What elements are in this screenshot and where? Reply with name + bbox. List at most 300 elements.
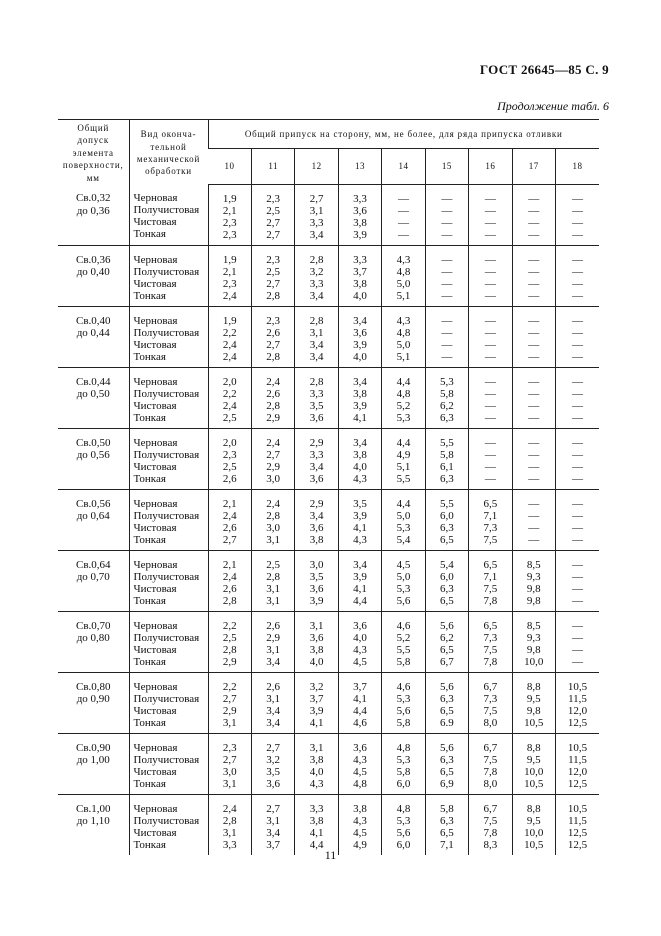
allowance-cell: [512, 184, 555, 245]
allowance-value: 6,5: [440, 765, 454, 778]
allowance-value: 2,8: [309, 314, 324, 327]
allowance-value: 3,6: [309, 411, 324, 424]
allowance-value: 3,5: [309, 570, 324, 583]
allowance-value: 6,2: [440, 631, 454, 644]
allowance-value: 5,2: [396, 399, 411, 412]
tolerance-line: до 0,90: [76, 693, 110, 706]
tolerance-line: Св.0,50: [75, 436, 111, 449]
allowance-value: 6,1: [440, 460, 454, 473]
allowance-cell: [338, 733, 381, 794]
allowance-value: 5,6: [396, 594, 411, 607]
allowance-cell: [382, 306, 425, 367]
allowance-value: —: [528, 326, 540, 339]
allowance-cell: [251, 550, 294, 611]
allowance-cell: [251, 306, 294, 367]
allowance-value: 2,8: [222, 643, 237, 656]
machining-kind: Чистовая: [133, 521, 177, 534]
allowance-value: 5,5: [396, 643, 411, 656]
allowance-value: 3,7: [309, 692, 324, 705]
series-header: 15: [425, 149, 468, 185]
allowance-value: —: [441, 289, 453, 302]
allowance-value: 7,8: [483, 826, 498, 839]
allowance-value: —: [484, 375, 496, 388]
allowance-value: 3,1: [309, 619, 324, 632]
allowance-value: 7,5: [483, 753, 498, 766]
allowance-value: 2,6: [266, 387, 281, 400]
table-row: [58, 611, 599, 672]
allowance-value: 9,8: [526, 704, 541, 717]
allowance-value: —: [484, 387, 496, 400]
allowance-value: 10,0: [524, 765, 544, 778]
allowance-value: 3,4: [353, 314, 367, 327]
allowance-cell: [295, 550, 338, 611]
allowance-value: —: [528, 253, 540, 266]
allowance-cell: [208, 184, 251, 245]
allowance-cell: [251, 489, 294, 550]
allowance-value: —: [528, 314, 540, 327]
allowance-value: 3,4: [266, 826, 281, 839]
allowance-value: —: [441, 350, 453, 363]
allowance-value: —: [528, 436, 540, 449]
allowance-value: 5,8: [396, 655, 411, 668]
allowance-value: 4,3: [353, 814, 367, 827]
allowance-value: 2,3: [222, 448, 237, 461]
allowance-value: 4,0: [309, 655, 324, 668]
allowance-value: —: [528, 448, 540, 461]
allowance-value: 4,0: [353, 631, 367, 644]
machining-kind: Получистовая: [133, 753, 200, 766]
allowance-value: 3,1: [266, 692, 281, 705]
allowance-value: 4,4: [396, 436, 411, 449]
allowance-value: 2,1: [222, 497, 237, 510]
machining-kind: Получистовая: [133, 448, 200, 461]
tolerance-line: до 0,70: [76, 571, 110, 584]
allowance-value: 2,5: [222, 460, 237, 473]
tolerance-line: Св.1,00: [75, 802, 111, 815]
allowance-value: 3,5: [266, 765, 281, 778]
allowance-value: —: [397, 216, 409, 229]
allowance-value: 4,5: [353, 765, 367, 778]
allowance-value: 5,5: [440, 436, 454, 449]
allowance-cell: [469, 245, 512, 306]
allowance-value: 7,3: [483, 631, 498, 644]
tolerance-cell: [58, 611, 129, 672]
allowance-value: 8,8: [526, 680, 541, 693]
allowance-value: 2,7: [266, 277, 281, 290]
allowance-value: 2,3: [222, 216, 237, 229]
allowance-value: 3,4: [353, 375, 367, 388]
allowance-value: 2,9: [309, 436, 324, 449]
machining-kind: Тонкая: [133, 472, 166, 485]
machining-kind: Чистовая: [133, 460, 177, 473]
machining-kind: Черновая: [133, 558, 178, 571]
table-row: [58, 733, 599, 794]
machining-kind: Тонкая: [133, 411, 166, 424]
tolerance-line: Св.0,32: [75, 192, 111, 205]
allowance-value: —: [572, 436, 584, 449]
allowance-value: 2,3: [222, 228, 237, 241]
allowance-value: 5,8: [440, 448, 454, 461]
allowance-value: 4,4: [353, 704, 367, 717]
allowance-cell: [382, 367, 425, 428]
allowance-cell: [208, 794, 251, 855]
allowance-value: 3,4: [309, 228, 324, 241]
allowance-value: 5,0: [396, 277, 411, 290]
allowance-value: 4,3: [396, 314, 411, 327]
allowance-cell: [425, 672, 468, 733]
allowance-value: 3,8: [353, 448, 367, 461]
machining-kind: Черновая: [133, 741, 178, 754]
allowance-value: 2,2: [222, 680, 237, 693]
allowance-value: —: [572, 558, 584, 571]
allowance-value: 3,8: [353, 216, 367, 229]
header-line: обработки: [145, 166, 192, 177]
machining-kind: Тонкая: [133, 228, 166, 241]
allowance-value: 4,0: [309, 765, 324, 778]
allowance-cell: [469, 794, 512, 855]
machining-kind: Тонкая: [133, 716, 166, 729]
allowance-value: 3,4: [353, 558, 367, 571]
allowance-value: 3,3: [309, 448, 324, 461]
allowance-value: 3,4: [266, 704, 281, 717]
allowance-value: 5,1: [396, 460, 411, 473]
machining-kind: Чистовая: [133, 826, 177, 839]
allowance-cell: [295, 245, 338, 306]
allowance-cell: [512, 428, 555, 489]
allowance-value: 3,1: [222, 826, 237, 839]
machining-kinds-cell: [129, 245, 208, 306]
series-header: 17: [512, 149, 555, 185]
allowance-value: —: [484, 399, 496, 412]
tolerance-cell: [58, 306, 129, 367]
machining-kinds-cell: [129, 794, 208, 855]
tolerance-line: до 0,36: [76, 204, 110, 217]
tolerance-cell: [58, 367, 129, 428]
allowance-value: 3,4: [309, 338, 324, 351]
allowance-value: —: [572, 338, 584, 351]
allowance-value: 5,1: [396, 289, 411, 302]
series-header: 16: [469, 149, 512, 185]
allowance-value: —: [528, 204, 540, 217]
allowance-value: 6,2: [440, 399, 454, 412]
allowance-value: 2,8: [266, 570, 281, 583]
allowance-value: —: [441, 338, 453, 351]
allowance-value: 8,5: [526, 619, 541, 632]
allowance-value: 10,5: [567, 741, 588, 754]
allowance-cell: [469, 367, 512, 428]
allowance-cell: [556, 428, 600, 489]
allowance-value: 5,0: [396, 509, 411, 522]
allowance-value: 3,3: [309, 216, 324, 229]
allowance-value: 10,5: [524, 838, 544, 851]
allowance-cell: [469, 306, 512, 367]
allowance-cell: [338, 306, 381, 367]
allowance-value: 3,0: [222, 765, 237, 778]
allowance-value: 8,0: [483, 716, 498, 729]
allowance-value: —: [441, 265, 453, 278]
allowance-value: 4,4: [309, 838, 324, 851]
allowance-value: —: [572, 411, 584, 424]
allowance-value: 7,8: [483, 594, 498, 607]
allowance-value: 3,9: [353, 338, 367, 351]
allowance-value: 2,4: [266, 375, 281, 388]
allowance-value: 3,6: [353, 326, 367, 339]
machining-kind: Черновая: [133, 680, 178, 693]
allowance-value: 9,3: [526, 570, 541, 583]
machining-kind: Чистовая: [133, 582, 177, 595]
allowance-value: 6,0: [440, 570, 454, 583]
allowance-value: 6,7: [440, 655, 454, 668]
allowance-value: 4,1: [353, 582, 367, 595]
allowance-cell: [512, 306, 555, 367]
allowance-value: —: [484, 204, 496, 217]
allowance-value: —: [441, 228, 453, 241]
machining-kind: Получистовая: [133, 631, 200, 644]
allowance-value: 1,9: [222, 314, 237, 327]
allowance-value: 4,3: [353, 533, 367, 546]
allowance-value: 5,5: [396, 472, 411, 485]
machining-kinds-cell: [129, 306, 208, 367]
tolerance-cell: [58, 733, 129, 794]
allowance-cell: [295, 794, 338, 855]
tolerance-line: до 1,10: [76, 815, 110, 828]
machining-kind: Получистовая: [133, 204, 200, 217]
allowance-value: —: [528, 350, 540, 363]
allowance-value: 2,5: [266, 558, 281, 571]
allowance-value: 5,8: [440, 802, 454, 815]
header-machining-kind: [129, 120, 208, 185]
tolerance-line: Св.0,44: [75, 375, 111, 388]
allowance-value: —: [572, 472, 584, 485]
allowance-cell: [469, 428, 512, 489]
allowance-value: 4,4: [353, 594, 367, 607]
allowance-value: 5,3: [396, 753, 411, 766]
allowance-value: 6,3: [440, 411, 454, 424]
table-row: [58, 794, 599, 855]
allowance-value: —: [572, 643, 584, 656]
allowance-value: —: [484, 265, 496, 278]
allowance-value: 3,6: [309, 631, 324, 644]
allowance-value: —: [484, 411, 496, 424]
allowance-value: 2,6: [266, 680, 281, 693]
allowance-value: 6,3: [440, 582, 454, 595]
allowance-cell: [251, 184, 294, 245]
allowance-value: —: [528, 375, 540, 388]
allowance-value: 4,0: [353, 460, 367, 473]
allowance-value: 4,5: [396, 558, 411, 571]
allowance-value: 11,5: [568, 692, 587, 705]
allowance-value: 2,4: [222, 399, 237, 412]
machining-kind: Тонкая: [133, 289, 166, 302]
allowance-value: 4,4: [396, 375, 411, 388]
allowance-value: 3,6: [353, 204, 367, 217]
allowance-value: 2,1: [222, 265, 237, 278]
allowance-cell: [512, 672, 555, 733]
machining-kind: Чистовая: [133, 338, 177, 351]
allowance-value: 2,0: [222, 375, 237, 388]
allowance-value: —: [528, 216, 540, 229]
allowance-value: 11,5: [568, 814, 587, 827]
allowance-value: 6,5: [483, 558, 498, 571]
allowance-value: 2,8: [222, 594, 237, 607]
allowance-value: —: [572, 350, 584, 363]
allowance-value: 6,3: [440, 692, 454, 705]
allowance-value: 2,8: [266, 289, 281, 302]
allowance-value: —: [572, 314, 584, 327]
allowance-value: 3,4: [309, 460, 324, 473]
allowance-value: 3,1: [222, 777, 237, 790]
allowance-cell: [338, 611, 381, 672]
allowance-value: 4,9: [353, 838, 367, 851]
table-row: [58, 367, 599, 428]
allowance-value: —: [484, 289, 496, 302]
allowance-cell: [295, 611, 338, 672]
allowance-cell: [295, 367, 338, 428]
allowance-value: 2,6: [266, 326, 281, 339]
allowance-value: 3,6: [353, 741, 367, 754]
allowance-cell: [556, 672, 600, 733]
allowance-value: 3,4: [266, 716, 281, 729]
allowance-cell: [251, 245, 294, 306]
allowance-value: 5,1: [396, 350, 411, 363]
allowance-cell: [556, 245, 600, 306]
allowance-value: 7,8: [483, 655, 498, 668]
allowance-value: 5,3: [396, 521, 411, 534]
allowance-value: —: [484, 436, 496, 449]
allowance-value: 3,8: [309, 753, 324, 766]
allowance-value: 4,8: [396, 326, 411, 339]
allowance-value: —: [572, 460, 584, 473]
allowance-value: —: [484, 277, 496, 290]
machining-kind: Получистовая: [133, 509, 200, 522]
allowance-cell: [208, 306, 251, 367]
machining-kind: Получистовая: [133, 814, 200, 827]
allowance-value: 3,8: [309, 643, 324, 656]
machining-kind: Получистовая: [133, 692, 200, 705]
machining-kinds-cell: [129, 489, 208, 550]
allowance-cell: [295, 672, 338, 733]
allowance-value: 2,8: [222, 814, 237, 827]
machining-kind: Черновая: [133, 192, 178, 205]
allowance-value: 2,5: [222, 411, 237, 424]
allowance-value: 7,3: [483, 692, 498, 705]
allowance-cell: [338, 550, 381, 611]
allowance-value: 2,4: [222, 350, 237, 363]
allowance-value: 5,6: [440, 680, 454, 693]
allowance-value: 12,0: [567, 765, 588, 778]
allowance-value: 8,0: [483, 777, 498, 790]
allowance-value: —: [441, 216, 453, 229]
allowance-value: 3,6: [309, 472, 324, 485]
allowance-cell: [512, 489, 555, 550]
tolerance-cell: [58, 184, 129, 245]
allowance-value: 2,2: [222, 619, 237, 632]
allowance-cell: [295, 306, 338, 367]
allowance-value: 3,1: [266, 582, 281, 595]
machining-kind: Черновая: [133, 497, 178, 510]
allowance-value: —: [484, 448, 496, 461]
allowance-value: —: [572, 655, 584, 668]
allowance-value: 10,5: [567, 680, 588, 693]
allowance-value: 3,4: [309, 350, 324, 363]
machining-kind: Тонкая: [133, 655, 166, 668]
allowance-cell: [382, 672, 425, 733]
allowance-value: —: [572, 619, 584, 632]
allowance-value: 2,7: [266, 228, 281, 241]
allowance-value: 2,9: [266, 460, 281, 473]
allowance-value: 5,5: [440, 497, 454, 510]
allowance-value: 3,3: [309, 802, 324, 815]
allowance-value: 3,0: [266, 472, 281, 485]
allowance-value: 3,8: [353, 277, 367, 290]
allowance-table: [58, 119, 599, 855]
allowance-value: —: [528, 411, 540, 424]
header-line: Общий: [77, 123, 110, 133]
allowance-cell: [556, 550, 600, 611]
allowance-value: 4,8: [396, 265, 411, 278]
allowance-value: 3,3: [353, 192, 367, 205]
allowance-value: 6,7: [483, 802, 498, 815]
allowance-cell: [556, 306, 600, 367]
allowance-value: 2,9: [309, 497, 324, 510]
machining-kind: Черновая: [133, 375, 178, 388]
allowance-value: 3,2: [309, 680, 324, 693]
series-header: 18: [556, 149, 600, 185]
allowance-value: —: [441, 314, 453, 327]
table-row: [58, 184, 599, 245]
tolerance-line: Св.0,70: [75, 619, 111, 632]
allowance-value: 3,1: [309, 326, 324, 339]
allowance-value: 2,5: [266, 265, 281, 278]
allowance-value: 4,8: [396, 802, 411, 815]
allowance-value: —: [528, 338, 540, 351]
allowance-cell: [208, 245, 251, 306]
machining-kinds-cell: [129, 184, 208, 245]
allowance-value: 2,3: [266, 253, 281, 266]
allowance-value: 6,3: [440, 753, 454, 766]
allowance-cell: [338, 489, 381, 550]
header-tolerance: [58, 120, 129, 185]
allowance-value: —: [528, 521, 540, 534]
allowance-value: 5,6: [440, 741, 454, 754]
tolerance-line: Св.0,64: [75, 558, 111, 571]
allowance-value: —: [484, 216, 496, 229]
allowance-value: 2,1: [222, 204, 237, 217]
machining-kind: Чистовая: [133, 399, 177, 412]
tolerance-line: до 0,56: [76, 449, 110, 462]
allowance-cell: [382, 611, 425, 672]
allowance-value: —: [572, 375, 584, 388]
header-line: механической: [136, 154, 201, 165]
allowance-value: 7,5: [483, 643, 498, 656]
allowance-value: 10,0: [524, 655, 544, 668]
allowance-value: 7,1: [440, 838, 454, 851]
allowance-value: 2,7: [266, 338, 281, 351]
allowance-cell: [556, 794, 600, 855]
allowance-value: 2,4: [266, 497, 281, 510]
allowance-cell: [512, 733, 555, 794]
allowance-cell: [469, 672, 512, 733]
allowance-cell: [425, 184, 468, 245]
allowance-value: 6,0: [396, 777, 411, 790]
allowance-value: 2,4: [222, 289, 237, 302]
machining-kind: Чистовая: [133, 643, 177, 656]
allowance-cell: [425, 245, 468, 306]
allowance-value: —: [572, 497, 584, 510]
allowance-value: —: [572, 582, 584, 595]
allowance-cell: [425, 428, 468, 489]
allowance-cell: [425, 794, 468, 855]
